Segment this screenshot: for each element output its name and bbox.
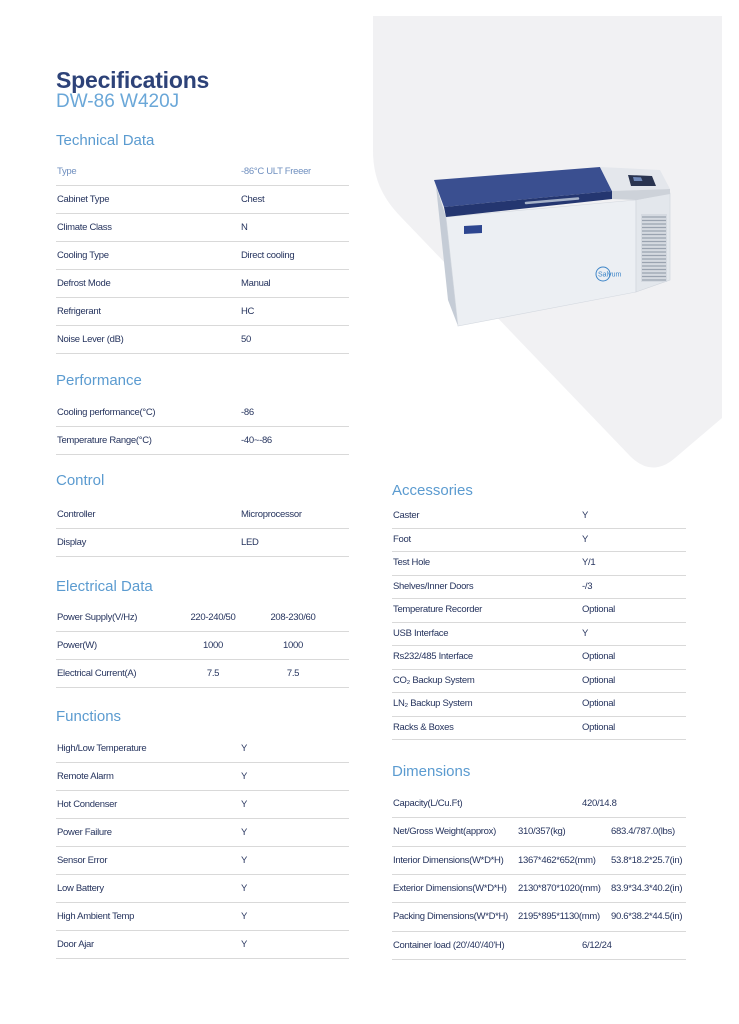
function-row <box>56 847 349 875</box>
spec-value: Y <box>241 799 248 810</box>
function-row <box>56 763 349 791</box>
spec-value-metric: 310/357(kg) <box>518 826 566 838</box>
spec-value: Optional <box>582 651 615 662</box>
control-row <box>56 501 349 529</box>
spec-value: 6/12/24 <box>582 939 612 951</box>
spec-label: Climate Class <box>57 222 112 233</box>
spec-label: Test Hole <box>393 557 430 568</box>
spec-value: N <box>241 222 248 233</box>
spec-value: Y <box>582 510 589 521</box>
spec-label: Noise Lever (dB) <box>57 334 124 345</box>
spec-label: Refrigerant <box>57 306 101 317</box>
technical-row <box>56 158 349 186</box>
spec-value: Y/1 <box>582 557 596 568</box>
page-title: Specifications <box>56 67 210 93</box>
spec-label: Low Battery <box>57 883 104 894</box>
spec-label: Cooling performance(°C) <box>57 407 156 418</box>
spec-value-imperial: 90.6*38.2*44.5(in) <box>611 911 683 923</box>
performance-row <box>56 399 349 427</box>
dimension-row <box>392 932 686 960</box>
spec-label: Rs232/485 Interface <box>393 651 473 662</box>
model-number: DW-86 W420J <box>56 91 180 112</box>
accessory-row <box>392 623 686 647</box>
spec-label: High Ambient Temp <box>57 911 135 922</box>
performance-row <box>56 427 349 455</box>
spec-label: Cooling Type <box>57 250 109 261</box>
function-row <box>56 931 349 959</box>
spec-label: Interior Dimensions(W*D*H) <box>393 854 504 866</box>
spec-value: Y <box>582 533 589 545</box>
spec-value: -/3 <box>582 580 593 592</box>
dimension-row <box>392 875 686 903</box>
spec-label: Exterior Dimensions(W*D*H) <box>393 882 507 894</box>
spec-value: Optional <box>582 674 615 686</box>
spec-label: Type <box>57 166 77 177</box>
spec-value: Chest <box>241 194 265 205</box>
spec-value-60hz: 208-230/60 <box>270 612 316 623</box>
spec-label: Foot <box>393 533 411 545</box>
spec-value: Manual <box>241 278 271 289</box>
technical-row <box>56 326 349 354</box>
function-row <box>56 735 349 763</box>
spec-label: Door Ajar <box>57 939 94 950</box>
dimensions-heading: Dimensions <box>392 763 471 780</box>
electrical-data-table <box>56 604 349 688</box>
spec-value: Y <box>241 827 248 838</box>
spec-value: Y <box>241 771 248 782</box>
spec-label: Temperature Range(°C) <box>57 435 152 446</box>
logo-text: Salvum <box>598 271 622 279</box>
spec-value: Direct cooling <box>241 250 295 261</box>
spec-value: Y <box>241 883 248 894</box>
accessory-row <box>392 646 686 670</box>
spec-label: Packing Dimensions(W*D*H) <box>393 911 508 923</box>
spec-value: Optional <box>582 604 615 615</box>
dimension-row <box>392 818 686 846</box>
technical-data-table <box>56 158 349 354</box>
control-table <box>56 501 349 557</box>
spec-label: Defrost Mode <box>57 278 111 289</box>
technical-row <box>56 298 349 326</box>
accessory-row <box>392 505 686 529</box>
dimension-row <box>392 903 686 931</box>
spec-value: Y <box>582 627 589 639</box>
control-display <box>633 177 643 181</box>
accessory-row <box>392 576 686 600</box>
front-badge <box>464 225 482 234</box>
spec-value-metric: 2195*895*1130(mm) <box>518 911 600 923</box>
spec-value-imperial: 683.4/787.0(lbs) <box>611 826 675 838</box>
technical-row <box>56 186 349 214</box>
spec-value: Y <box>241 911 248 922</box>
spec-label: Hot Condenser <box>57 799 117 810</box>
spec-label: Net/Gross Weight(approx) <box>393 826 496 838</box>
performance-table <box>56 399 349 455</box>
spec-value-metric: 1367*462*652(mm) <box>518 854 596 866</box>
spec-label: Electrical Current(A) <box>57 668 137 679</box>
accessories-table <box>392 505 686 740</box>
spec-value: Optional <box>582 721 615 733</box>
spec-label: USB Interface <box>393 627 449 639</box>
spec-value-imperial: 53.8*18.2*25.7(in) <box>611 854 683 866</box>
spec-value: -86 <box>241 407 254 418</box>
control-row <box>56 529 349 557</box>
electrical-row <box>56 604 349 632</box>
spec-label: Controller <box>57 509 96 520</box>
technical-data-heading: Technical Data <box>56 132 155 149</box>
spec-label: Power(W) <box>57 640 97 651</box>
spec-label: Power Supply(V/Hz) <box>57 612 138 623</box>
spec-label: Racks & Boxes <box>393 721 454 733</box>
spec-value: Y <box>241 743 248 754</box>
control-heading: Control <box>56 472 105 489</box>
spec-value: 420/14.8 <box>582 798 617 809</box>
accessories-heading: Accessories <box>392 482 473 499</box>
spec-value: -86°C ULT Freeer <box>241 166 311 177</box>
performance-heading: Performance <box>56 372 142 389</box>
spec-value: Microprocessor <box>241 509 302 520</box>
accessory-row <box>392 670 686 694</box>
spec-label: Capacity(L/Cu.Ft) <box>393 798 463 809</box>
spec-value: LED <box>241 537 259 548</box>
spec-value-50hz: 7.5 <box>206 668 220 679</box>
spec-label: Sensor Error <box>57 855 108 866</box>
spec-label: Temperature Recorder <box>393 604 483 615</box>
accessory-row <box>392 693 686 717</box>
spec-value-metric: 2130*870*1020(mm) <box>518 882 601 894</box>
spec-value-60hz: 1000 <box>283 640 303 651</box>
technical-row <box>56 214 349 242</box>
technical-row <box>56 242 349 270</box>
spec-label: Container load (20'/40'/40'H) <box>393 939 505 951</box>
spec-label: Remote Alarm <box>57 771 114 782</box>
electrical-row <box>56 660 349 688</box>
spec-value: Optional <box>582 698 615 709</box>
spec-value-imperial: 83.9*34.3*40.2(in) <box>611 882 683 894</box>
spec-label: CO₂ Backup System <box>393 674 475 686</box>
electrical-data-heading: Electrical Data <box>56 578 153 595</box>
spec-value-50hz: 220-240/50 <box>190 612 236 623</box>
electrical-row <box>56 632 349 660</box>
spec-value: Y <box>241 939 248 950</box>
spec-label: Caster <box>393 510 420 521</box>
technical-row <box>56 270 349 298</box>
function-row <box>56 875 349 903</box>
functions-table <box>56 735 349 959</box>
spec-label: Display <box>57 537 87 548</box>
spec-value: Y <box>241 855 248 866</box>
function-row <box>56 819 349 847</box>
functions-heading: Functions <box>56 708 122 725</box>
dimension-row <box>392 790 686 818</box>
spec-value-60hz: 7.5 <box>286 668 300 679</box>
dimensions-table <box>392 790 686 960</box>
dimension-row <box>392 847 686 875</box>
accessory-row <box>392 599 686 623</box>
accessory-row <box>392 529 686 553</box>
spec-label: Power Failure <box>57 827 112 838</box>
function-row <box>56 903 349 931</box>
function-row <box>56 791 349 819</box>
spec-label: Cabinet Type <box>57 194 110 205</box>
spec-label: High/Low Temperature <box>57 743 147 754</box>
spec-value-50hz: 1000 <box>203 640 223 651</box>
spec-label: Shelves/Inner Doors <box>393 580 474 592</box>
accessory-row <box>392 552 686 576</box>
spec-value: HC <box>241 306 255 317</box>
accessory-row <box>392 717 686 741</box>
spec-label: LN₂ Backup System <box>393 698 473 709</box>
spec-value: 50 <box>241 334 251 345</box>
spec-value: -40~-86 <box>241 435 272 446</box>
